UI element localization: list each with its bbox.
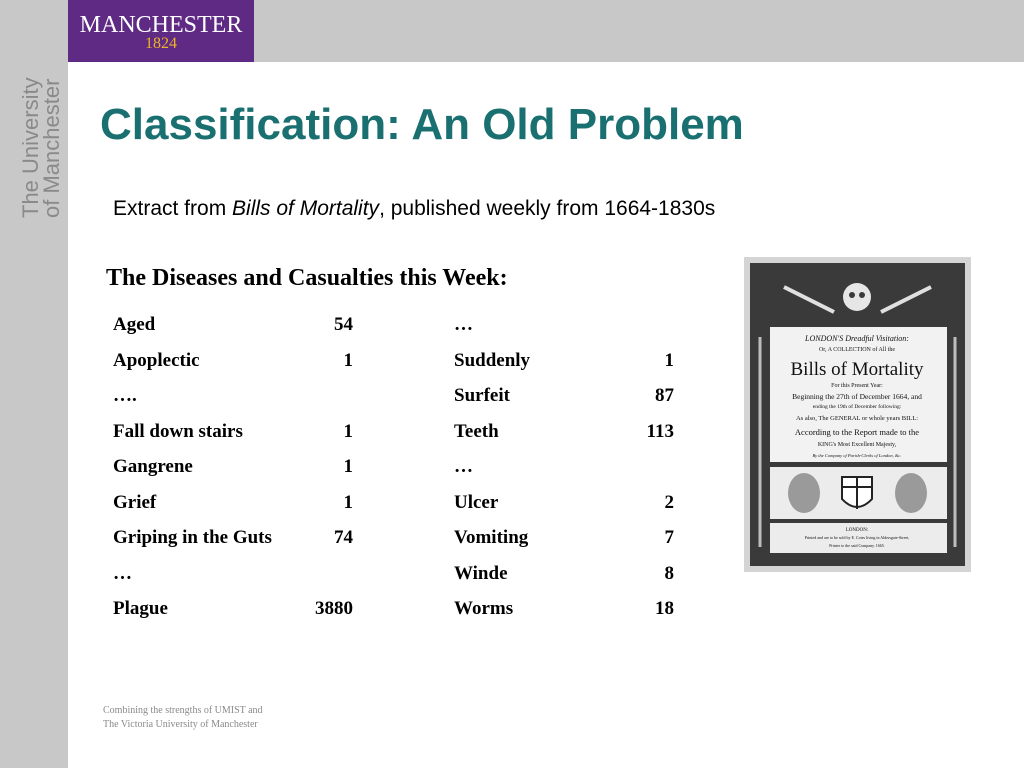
disease-name: …. — [113, 385, 137, 406]
table-row — [113, 598, 353, 622]
disease-count: 18 — [655, 598, 674, 619]
disease-name: Apoplectic — [113, 349, 200, 371]
disease-name: Teeth — [454, 420, 499, 442]
disease-count: 2 — [664, 491, 674, 513]
footer-line-1: Combining the strengths of UMIST and — [103, 705, 263, 716]
table-row — [454, 598, 674, 622]
disease-name: … — [113, 562, 132, 584]
disease-name: … — [454, 314, 473, 335]
table-row — [454, 527, 674, 551]
doc-line10: By the Company of Parish-Clerks of London, &c. — [812, 453, 902, 458]
skull-eye-right — [859, 292, 865, 298]
slide-title: Classification: An Old Problem — [100, 100, 744, 149]
table-row — [454, 385, 674, 409]
subtitle-suffix: , published weekly from 1664-1830s — [379, 197, 716, 220]
disease-count: 7 — [664, 527, 674, 548]
table-row — [113, 563, 353, 587]
disease-count: 1 — [664, 349, 674, 371]
table-heading: The Diseases and Casualties this Week: — [106, 265, 508, 291]
disease-count: 1 — [343, 456, 353, 477]
wordmark-line-2: of Manchester — [39, 78, 64, 218]
table-row — [454, 456, 674, 480]
disease-name: Griping in the Guts — [113, 527, 272, 548]
disease-name: … — [454, 456, 473, 477]
disease-name: Surfeit — [454, 385, 510, 406]
doc-line4: For this Present Year: — [831, 383, 883, 389]
disease-name: Suddenly — [454, 349, 531, 371]
table-row — [113, 421, 353, 445]
disease-name: Winde — [454, 562, 508, 584]
doc-main-title: Bills of Mortality — [790, 359, 924, 380]
table-row — [113, 350, 353, 374]
disease-name: Worms — [454, 598, 514, 619]
table-row — [454, 563, 674, 587]
doc-line5: Beginning the 27th of December 1664, and — [792, 392, 922, 401]
doc-imprint-3: Printer to the said Company. 1665. — [829, 543, 885, 548]
disease-name: Plague — [113, 598, 168, 619]
logo-year: 1824 — [145, 35, 177, 52]
bills-of-mortality-image — [744, 257, 971, 572]
disease-count: 8 — [664, 562, 674, 584]
doc-line6: ending the 19th of December following: — [812, 404, 902, 410]
doc-line7: As also, The GENERAL or whole years BILL: — [795, 415, 919, 422]
table-row — [113, 492, 353, 516]
royal-crest-icon — [788, 473, 820, 513]
doc-line2: Or, A COLLECTION of All the — [818, 347, 896, 353]
doc-imprint-2: Printed and are to be sold by E. Cotes living in Aldersgate-Street, — [804, 535, 910, 540]
doc-imprint-1: LONDON: — [845, 528, 869, 533]
logo-name: MANCHESTER — [79, 12, 243, 38]
doc-line9: KING's Most Excellent Majesty, — [817, 442, 897, 448]
disease-count: 1 — [343, 420, 353, 442]
subtitle-prefix: Extract from — [113, 197, 233, 220]
disease-name: Grief — [113, 491, 157, 513]
disease-count: 1 — [343, 491, 353, 513]
disease-count: 74 — [334, 527, 353, 548]
table-row — [113, 385, 353, 409]
footer — [103, 704, 263, 732]
disease-name: Vomiting — [454, 527, 529, 548]
table-row — [454, 314, 674, 338]
disease-name: Gangrene — [113, 456, 193, 477]
skull-eye-left — [849, 292, 855, 298]
disease-name: Fall down stairs — [113, 420, 243, 442]
table-row — [113, 314, 353, 338]
doc-line8: According to the Report made to the — [794, 427, 920, 437]
disease-name: Aged — [113, 314, 156, 335]
table-row — [113, 456, 353, 480]
doc-header: LONDON'S Dreadful Visitation: — [805, 334, 909, 343]
disease-count: 3880 — [315, 598, 353, 619]
disease-name: Ulcer — [454, 491, 499, 513]
slide-subtitle — [113, 197, 715, 221]
wordmark-line-1: The University — [18, 77, 43, 218]
university-wordmark — [20, 77, 62, 218]
disease-count: 87 — [655, 385, 674, 406]
disease-count: 54 — [334, 314, 353, 335]
table-row — [454, 492, 674, 516]
company-crest-icon — [895, 473, 927, 513]
footer-line-2: The Victoria University of Manchester — [103, 719, 258, 730]
table-row — [454, 421, 674, 445]
subtitle-italic: Bills of Mortality — [232, 197, 380, 220]
disease-count: 113 — [646, 420, 674, 442]
disease-count: 1 — [343, 349, 353, 371]
table-row — [454, 350, 674, 374]
table-row — [113, 527, 353, 551]
university-logo — [68, 0, 254, 62]
skull-icon — [843, 283, 871, 311]
